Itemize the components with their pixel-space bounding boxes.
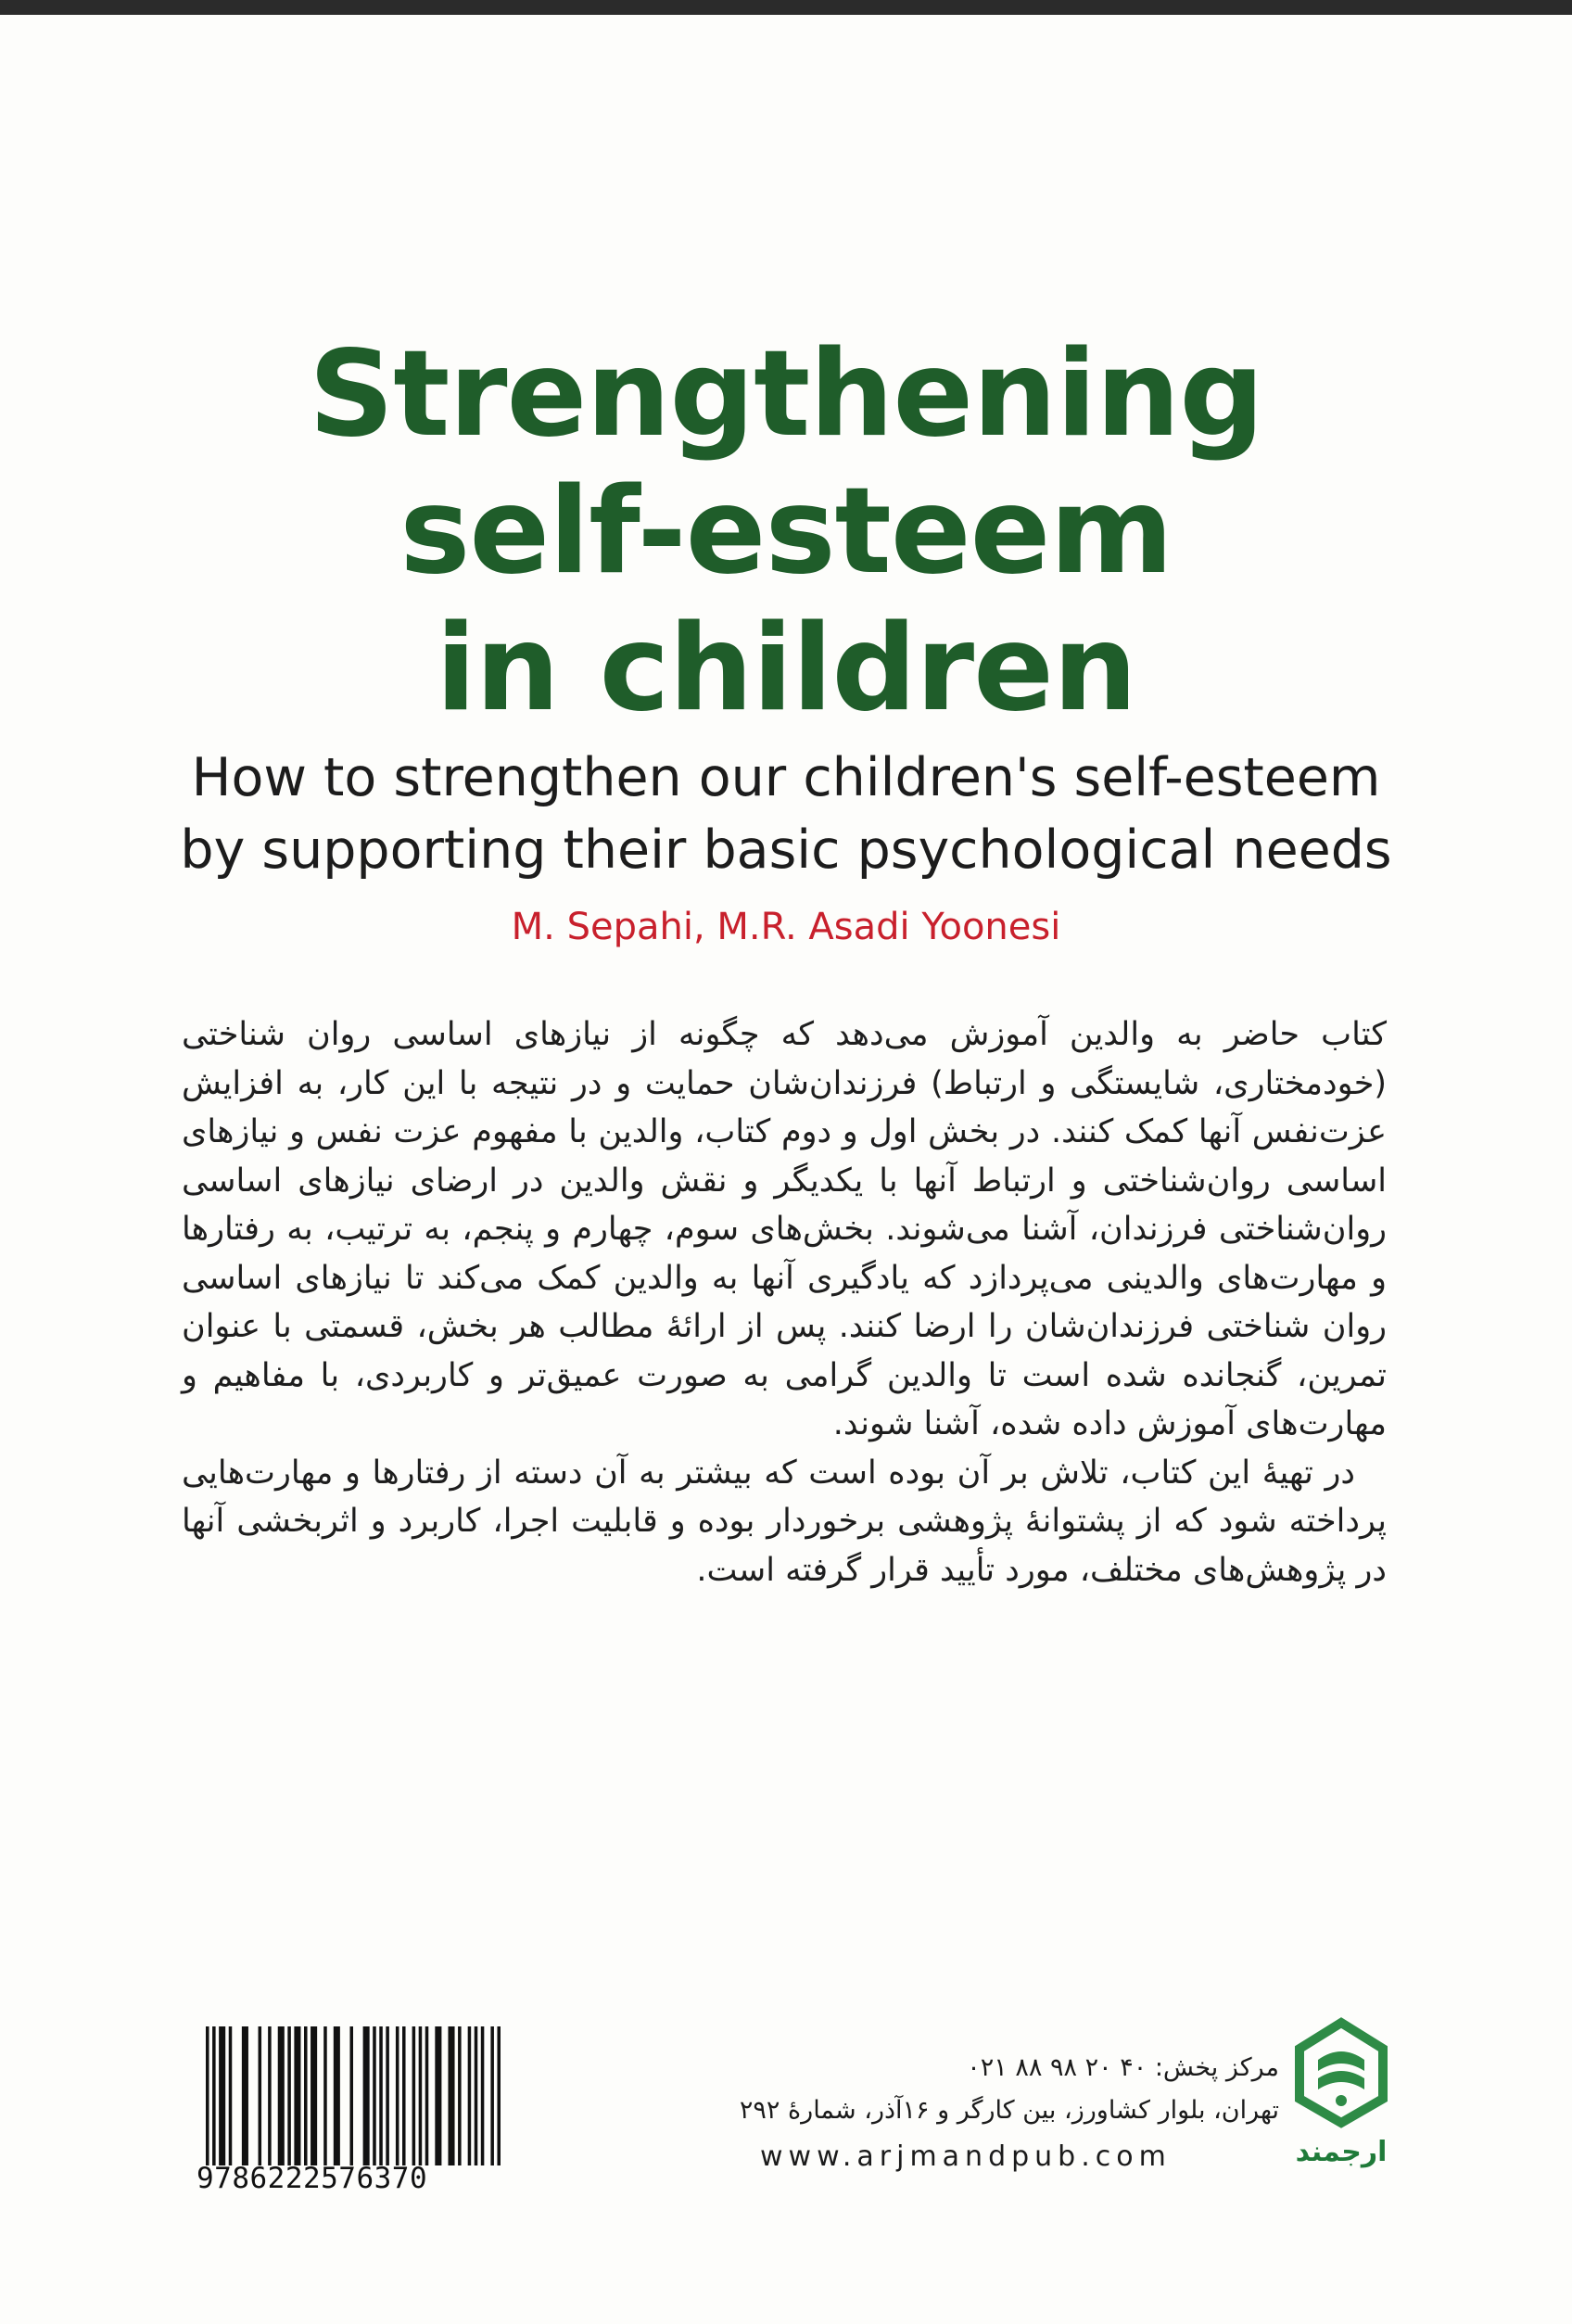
barcode-bar [268,2026,272,2165]
publisher-address: تهران، بلوار کشاورز، بین کارگر و ۱۶آذر، شمارهٔ ۲۹۲ [739,2096,1279,2125]
barcode-bar [287,2026,291,2165]
title-line-1: Strengthening [309,325,1263,464]
subtitle-line-2: by supporting their basic psychological needs [180,819,1392,881]
publisher-logo-name: ارجمند [1295,2136,1388,2168]
publisher-website: www.arjmandpub.com [760,2140,1172,2173]
barcode-bar [425,2026,429,2165]
barcode-bar [334,2026,340,2165]
barcode-bar [497,2026,501,2165]
barcode-bar [448,2026,454,2165]
barcode-bar [349,2026,353,2165]
publisher-logo [1290,2017,1392,2175]
title-line-2: self-esteem [399,463,1173,601]
barcode-bar [229,2026,233,2165]
barcode-bar [323,2026,327,2165]
book-subtitle [0,742,1572,886]
barcode-bar [396,2026,399,2165]
barcode-bar [373,2026,376,2165]
barcode-bar [386,2026,389,2165]
barcode-bar [219,2026,225,2165]
barcode-bar [402,2026,406,2165]
barcode-bar [242,2026,248,2165]
barcode-bar [304,2026,308,2165]
distribution-center: مرکز پخش: ۴۰ ۲۰ ۹۸ ۸۸ ۰۲۱ [967,2053,1279,2082]
barcode-bar [311,2026,317,2165]
title-line-3: in children [436,600,1136,738]
barcode-bar [206,2026,209,2165]
description-paragraph-2: در تهیهٔ این کتاب، تلاش بر آن بوده است که بیشتر به آن دسته از رفتارها و مهارت‌هایی پرداخته شود که از پشتوانهٔ پژوهشی برخوردار بوده و قابلیت اجرا، کاربرد و اثربخشی آنها در پژوهش‌های مختلف، مورد تأیید قرار گرفته است. [182,1454,1387,1589]
description-text [182,1010,1387,1594]
barcode-bar [379,2026,383,2165]
authors: M. Sepahi, M.R. Asadi Yoonesi [511,906,1061,948]
barcode-bar [412,2026,416,2165]
description-paragraph-1: کتاب حاضر به والدین آموزش می‌دهد که چگونه از نیازهای اساسی روان شناختی (خودمختاری، شایستگی و ارتباط) فرزندان‌شان حمایت و در نتیجه با این کار، به افزایش عزت‌نفس آنها کمک کنند. در بخش اول و دوم کتاب، والدین با مفهوم عزت نفس و نیازهای اساسی روان‌شناختی و ارتباط آنها با یکدیگر و نقش والدین در ارضای نیازهای اساسی روان‌شناختی فرزندان، آشنا می‌شوند. بخش‌های سوم، چهارم و پنجم، به ترتیب، به رفتارها و مهارت‌های والدینی می‌پردازد که یادگیری آنها به والدین کمک می‌کند تا نیازهای اساسی روان شناختی فرزندان‌شان را ارضا کنند. پس از ارائهٔ مطالب هر بخش، قسمتی با عنوان تمرین، گنجانده شده است تا والدین گرامی به صورت عمیق‌تر و کاربردی، با مفاهیم و مهارت‌های آموزش داده شده، آشنا شوند. [182,1016,1387,1442]
barcode-bar [212,2026,216,2165]
subtitle-line-1: How to strengthen our children's self-esteem [191,747,1381,808]
barcode-bar [294,2026,300,2165]
barcode-digits: 9786222576370 [196,2162,428,2195]
isbn-barcode [206,2026,501,2165]
barcode-bar [481,2026,485,2165]
barcode-bar [435,2026,441,2165]
book-title [0,326,1572,738]
barcode-bar [419,2026,423,2165]
barcode-bar [475,2026,478,2165]
barcode-bar [490,2026,494,2165]
publisher-logo-icon [1290,2017,1392,2128]
publisher-info [739,2047,1279,2178]
barcode-bar [363,2026,370,2165]
barcode-bar [458,2026,462,2165]
barcode-bar [259,2026,262,2165]
barcode-bar [468,2026,472,2165]
barcode-bar [278,2026,285,2165]
top-edge-band [0,0,1572,15]
